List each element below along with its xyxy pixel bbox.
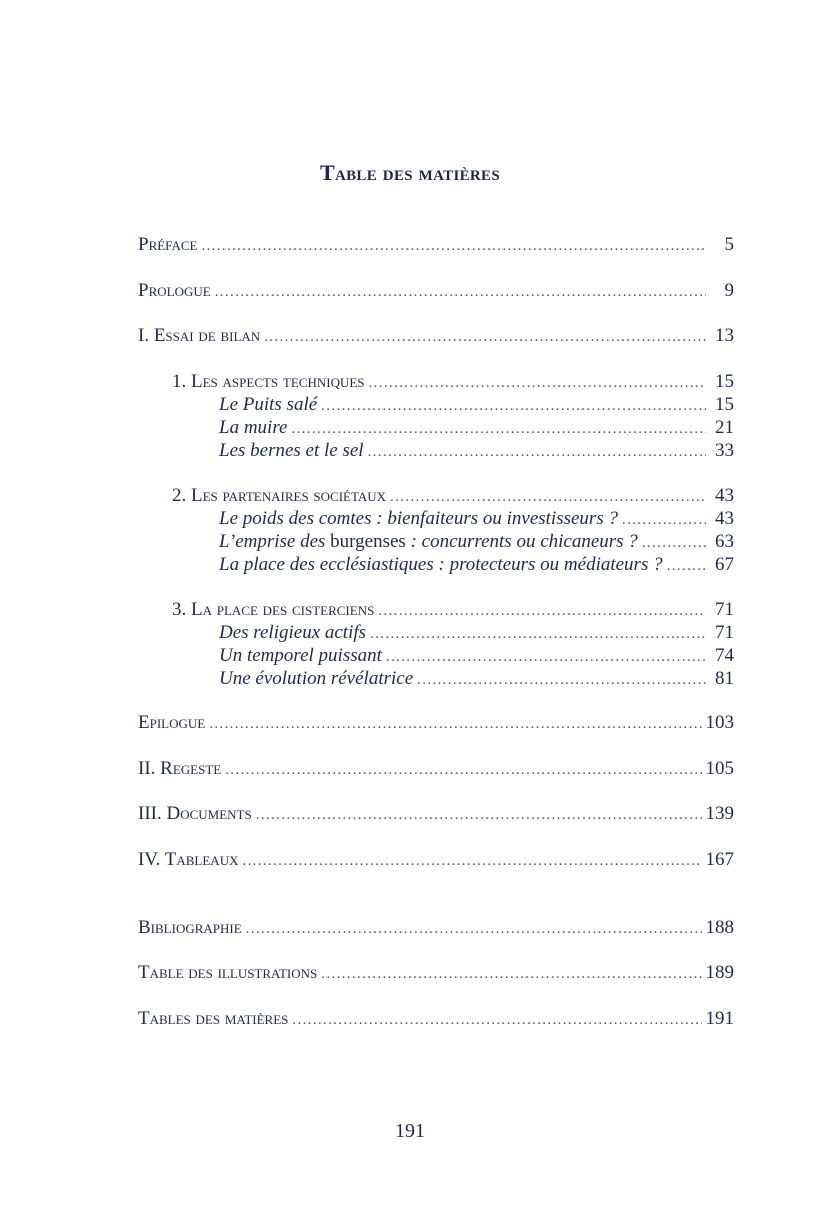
toc-entry-regeste[interactable] (138, 756, 734, 782)
toc-entry-label-part: burgenses (330, 531, 406, 552)
toc-entry-label: 2. Les partenaires sociétaux (172, 485, 387, 506)
toc-entry-bibliographie[interactable] (138, 915, 734, 941)
toc-entry-label: Tables des matières (138, 1008, 289, 1029)
toc-entry-label: 3. La place des cisterciens (172, 599, 375, 620)
toc-entry-label: Prologue (138, 280, 211, 301)
toc-entry-page: 5 (724, 234, 734, 255)
toc-entry-page: 13 (715, 325, 734, 346)
toc-entry-page: 21 (715, 417, 734, 438)
toc-entry-label: 1. Les aspects techniques (172, 371, 365, 392)
toc-entry-label: La muire (219, 417, 288, 438)
toc-entry-page: 139 (705, 803, 734, 824)
toc-entry-page: 71 (715, 622, 734, 643)
dot-leader (667, 553, 706, 579)
toc-entry-page: 67 (715, 554, 734, 575)
dot-leader (368, 439, 706, 465)
page-number: 191 (395, 1120, 425, 1142)
toc-entry-page: 15 (715, 394, 734, 415)
toc-entry-label: La place des ecclésiastiques : protecteurs ou médiateurs ? (219, 554, 663, 575)
dot-leader (321, 961, 701, 987)
toc-entry-page: 191 (705, 1008, 734, 1029)
toc-entry-label: II. Regeste (138, 758, 222, 779)
toc-entry-page: 71 (715, 599, 734, 620)
dot-leader (292, 1007, 701, 1033)
toc-entry-tables-des-matieres[interactable] (138, 1006, 734, 1032)
toc-entry-label: I. Essai de bilan (138, 325, 261, 346)
toc-entry-epilogue[interactable] (138, 710, 734, 736)
toc-entry-tableaux[interactable] (138, 847, 734, 873)
toc-entry-label: Table des illustrations (138, 962, 318, 983)
toc-entry-preface[interactable] (138, 232, 734, 258)
toc-entry-label: Préface (138, 234, 198, 255)
toc-entry-label: III. Documents (138, 803, 252, 824)
toc-entry-evolution-revelatrice[interactable] (219, 666, 734, 692)
dot-leader (209, 711, 701, 737)
toc-entry-label: Les bernes et le sel (219, 440, 364, 461)
toc-entry-label-part: : concurrents ou chicaneurs ? (405, 531, 638, 552)
toc-entry-page: 103 (705, 712, 734, 733)
toc-entry-label-part: L’emprise des (219, 531, 331, 552)
toc-entry-page: 188 (705, 917, 734, 938)
dot-leader (246, 916, 702, 942)
page-title: Table des matières (319, 160, 500, 185)
toc-entry-page: 81 (715, 668, 734, 689)
dot-leader (417, 667, 706, 693)
toc-entry-label: Epilogue (138, 712, 206, 733)
toc-entry-place-des-ecclesiastiques[interactable] (219, 552, 734, 578)
toc-entry-page: 74 (715, 645, 734, 666)
toc-entry-essai-de-bilan[interactable] (138, 323, 734, 349)
toc-entry-bernes-et-sel[interactable] (219, 438, 734, 464)
toc-entry-page: 33 (715, 440, 734, 461)
toc-entry-label: Le Puits salé (219, 394, 318, 415)
toc-entry-page: 105 (705, 758, 734, 779)
toc-entry-page: 15 (715, 371, 734, 392)
dot-leader (201, 233, 706, 259)
toc-entry-table-des-illustrations[interactable] (138, 960, 734, 986)
toc-entry-page: 63 (715, 531, 734, 552)
toc-entry-label: Le poids des comtes : bienfaiteurs ou investisseurs ? (219, 508, 618, 529)
toc-entry-label: Un temporel puissant (219, 645, 382, 666)
dot-leader (215, 279, 706, 305)
toc-entry-label: Bibliographie (138, 917, 242, 938)
toc-entry-label: Des religieux actifs (219, 622, 367, 643)
toc-entry-page: 43 (715, 485, 734, 506)
toc-entry-page: 189 (705, 962, 734, 983)
dot-leader (225, 757, 701, 783)
toc-entry-documents[interactable] (138, 801, 734, 827)
dot-leader (242, 848, 701, 874)
toc-entry-page: 167 (705, 849, 734, 870)
toc-entry-label: IV. Tableaux (138, 849, 239, 870)
dot-leader (264, 324, 706, 350)
toc-entry-label: Une évolution révélatrice (219, 668, 414, 689)
toc-entry-page: 43 (715, 508, 734, 529)
toc-entry-prologue[interactable] (138, 278, 734, 304)
dot-leader (256, 802, 702, 828)
toc-entry-page: 9 (724, 280, 734, 301)
